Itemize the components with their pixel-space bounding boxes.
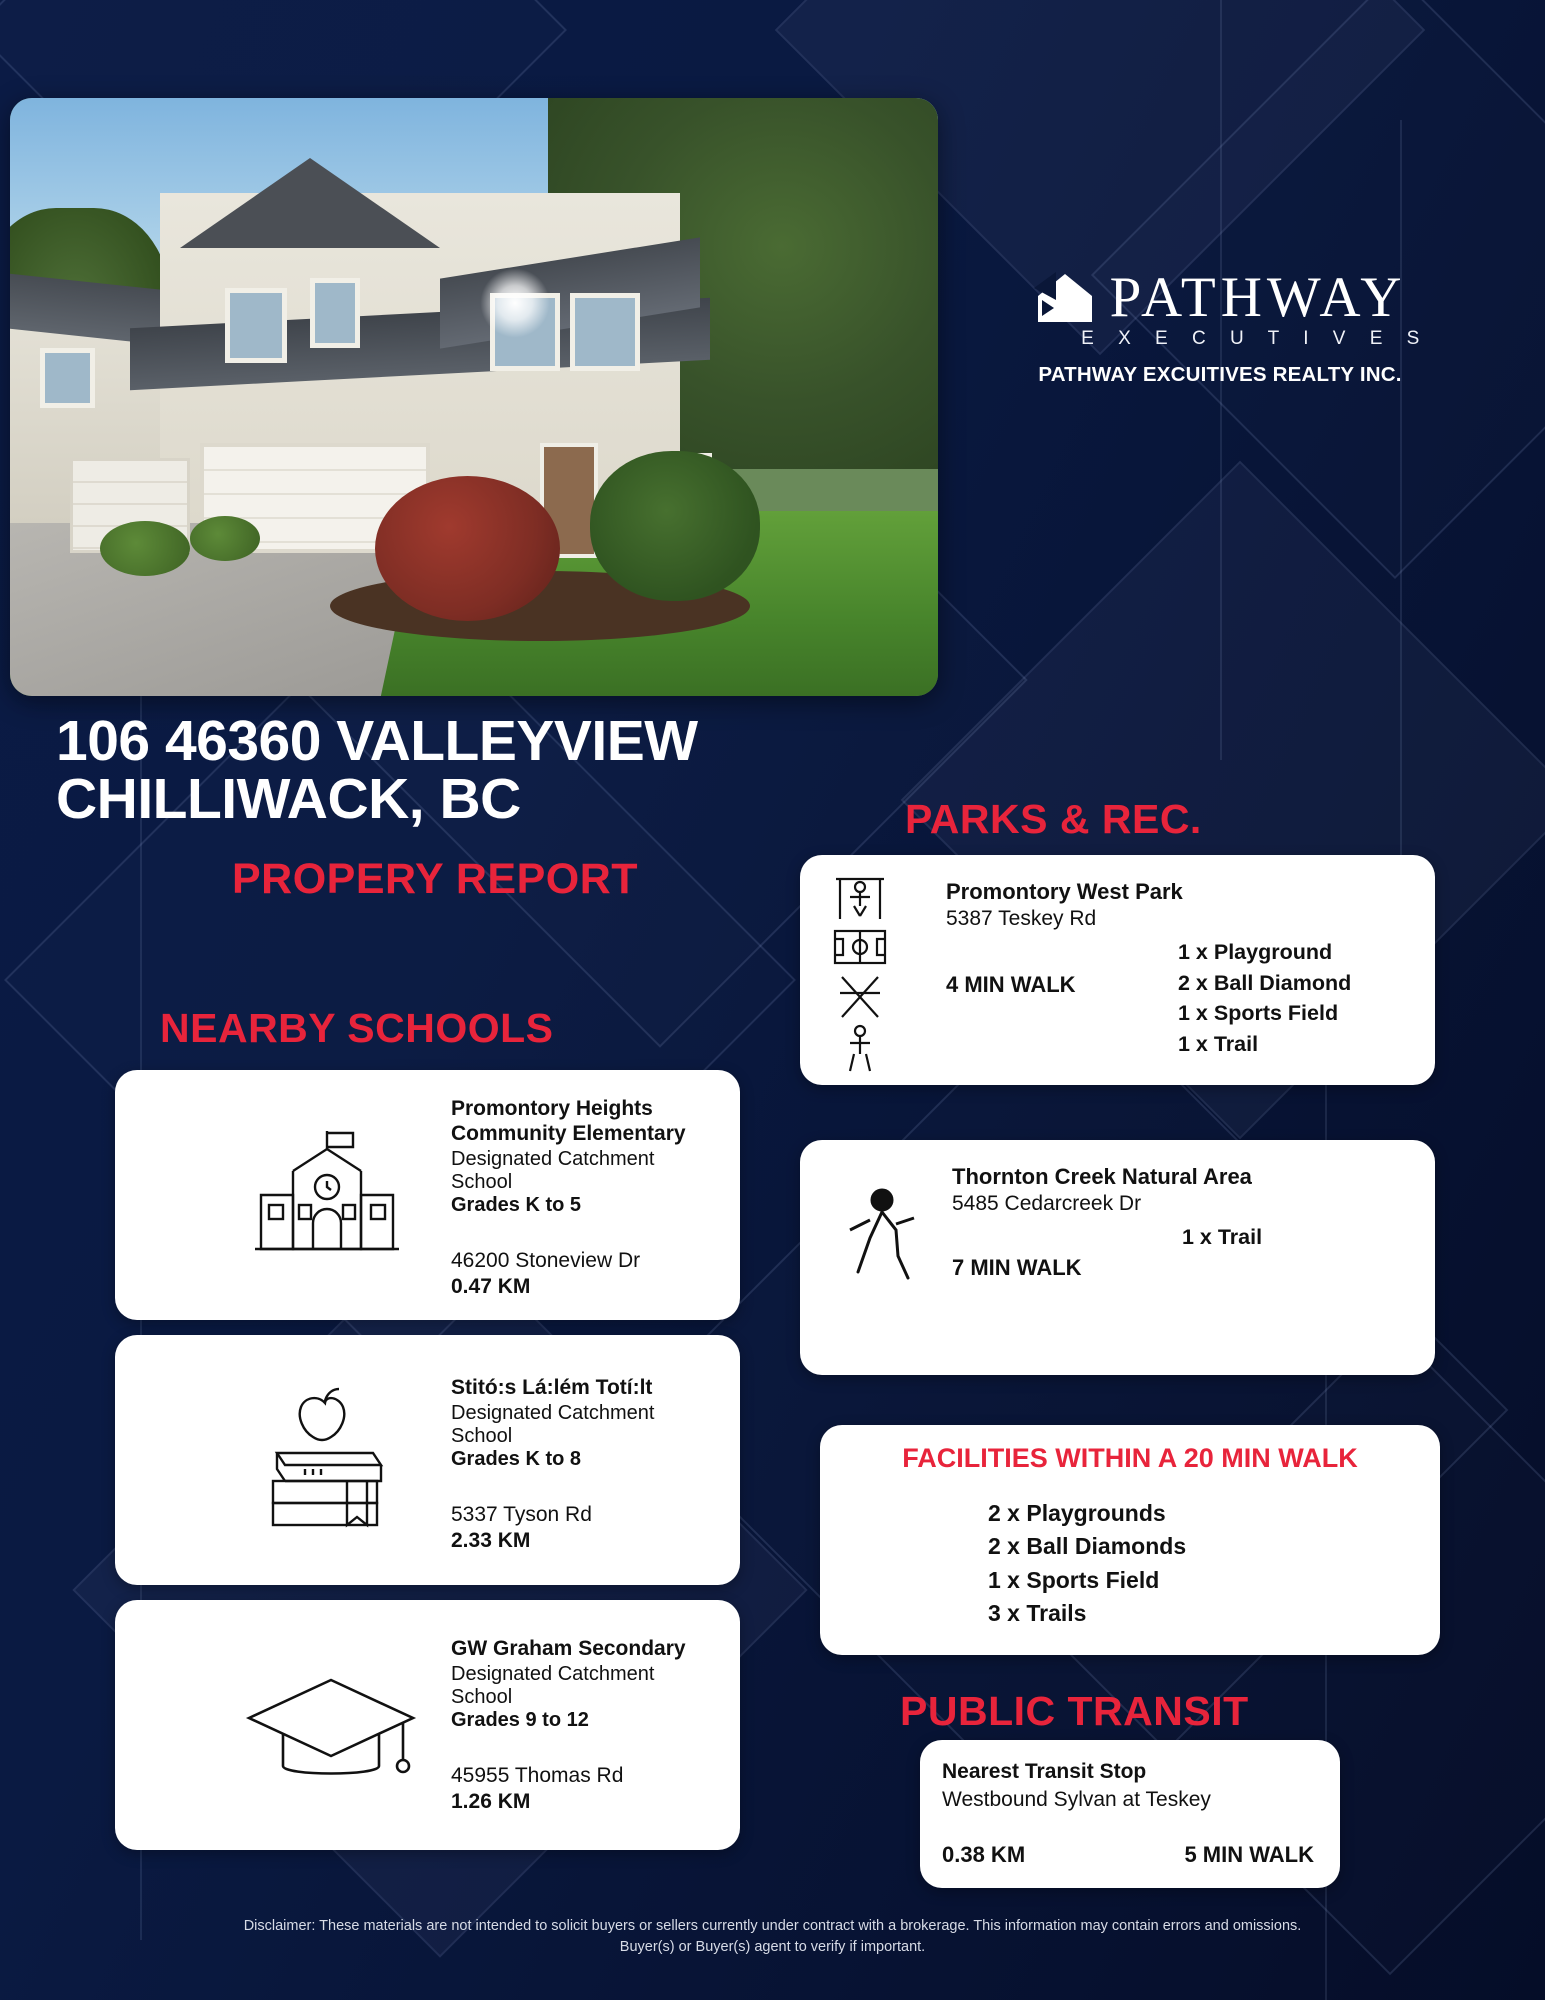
graduation-cap-icon [243, 1670, 418, 1790]
section-title-parks: PARKS & REC. [905, 796, 1202, 842]
park-amenity-list [1178, 937, 1351, 1059]
section-title-transit: PUBLIC TRANSIT [900, 1688, 1249, 1734]
park-walk-time: 4 MIN WALK [946, 972, 1076, 997]
transit-distance: 0.38 KM [942, 1842, 1026, 1867]
school-grades: Grades K to 5 [451, 1194, 582, 1217]
logo-wordmark: PATHWAY [1109, 265, 1407, 329]
school-building-icon [253, 1125, 401, 1265]
school-card [115, 1070, 740, 1320]
property-photo [10, 98, 938, 696]
trail-walker-icon [836, 1186, 926, 1296]
park-address: 5387 Teskey Rd [946, 907, 1097, 930]
park-amenity: 1 x Sports Field [1178, 1001, 1339, 1026]
school-designation: Designated Catchment School [451, 1402, 655, 1448]
facility-item: 2 x Playgrounds [988, 1500, 1166, 1526]
house-logo-icon [1034, 270, 1096, 326]
disclaimer-line-2: Buyer(s) or Buyer(s) agent to verify if important. [619, 1938, 926, 1955]
school-address: 46200 Stoneview Dr [451, 1249, 641, 1273]
address-line-2: CHILLIWACK, BC [56, 767, 521, 832]
school-grades: Grades K to 8 [451, 1448, 582, 1471]
trail-walker-icon [836, 1023, 884, 1075]
school-name: GW Graham Secondary [451, 1637, 686, 1660]
report-subtitle: PROPERY REPORT [232, 855, 639, 903]
facility-item: 2 x Ball Diamonds [988, 1533, 1187, 1560]
school-address: 5337 Tyson Rd [451, 1503, 592, 1527]
address-line-1: 106 46360 VALLEYVIEW [56, 709, 698, 773]
school-grades: Grades 9 to 12 [451, 1709, 589, 1732]
facilities-list [988, 1497, 1186, 1630]
park-name: Promontory West Park [946, 879, 1183, 904]
school-name: Promontory Heights Community Elementary [451, 1097, 686, 1146]
park-amenity: 2 x Ball Diamond [1178, 970, 1352, 995]
facilities-card [820, 1425, 1440, 1655]
brand-logo [980, 265, 1460, 387]
section-title-schools: NEARBY SCHOOLS [160, 1005, 554, 1051]
school-designation: Designated Catchment School [451, 1148, 655, 1194]
logo-tagline: E X E C U T I V E S [1081, 328, 1429, 349]
park-name: Thornton Creek Natural Area [952, 1164, 1252, 1189]
disclaimer-line-1: Disclaimer: These materials are not intended to solicit buyers or sellers currently under contract with a brokerage. This information may contain errors and omissions. [243, 1917, 1302, 1934]
school-address: 45955 Thomas Rd [451, 1764, 624, 1788]
school-name: Stitó:s Lá:lém Totí:lt [451, 1376, 653, 1399]
transit-label: Nearest Transit Stop [942, 1760, 1147, 1783]
ball-diamond-icon [832, 927, 888, 967]
playground-icon [832, 869, 888, 925]
park-amenity: 1 x Trail [1182, 1225, 1263, 1249]
park-amenity-list [1182, 1222, 1262, 1253]
transit-card [920, 1740, 1340, 1888]
school-distance: 1.26 KM [451, 1790, 531, 1814]
school-designation: Designated Catchment School [451, 1663, 655, 1709]
facility-item: 3 x Trails [988, 1600, 1087, 1627]
company-name: PATHWAY EXCUITIVES REALTY INC. [1038, 363, 1402, 386]
park-address: 5485 Cedarcreek Dr [952, 1192, 1142, 1215]
disclaimer [0, 1916, 1545, 1958]
transit-stop-name: Westbound Sylvan at Teskey [942, 1788, 1211, 1811]
park-card [800, 855, 1435, 1085]
park-amenity: 1 x Playground [1178, 940, 1333, 964]
school-distance: 0.47 KM [451, 1275, 531, 1299]
page-title [56, 709, 936, 832]
transit-walk-time: 5 MIN WALK [1184, 1842, 1314, 1867]
park-walk-time: 7 MIN WALK [952, 1255, 1082, 1280]
apple-books-icon [255, 1373, 395, 1548]
school-card [115, 1600, 740, 1850]
school-distance: 2.33 KM [451, 1529, 531, 1553]
facilities-title: FACILITIES WITHIN A 20 MIN WALK [902, 1443, 1358, 1473]
sports-field-icon [836, 971, 884, 1021]
park-card [800, 1140, 1435, 1375]
facility-item: 1 x Sports Field [988, 1566, 1160, 1593]
school-card [115, 1335, 740, 1585]
park-amenity: 1 x Trail [1178, 1031, 1259, 1056]
